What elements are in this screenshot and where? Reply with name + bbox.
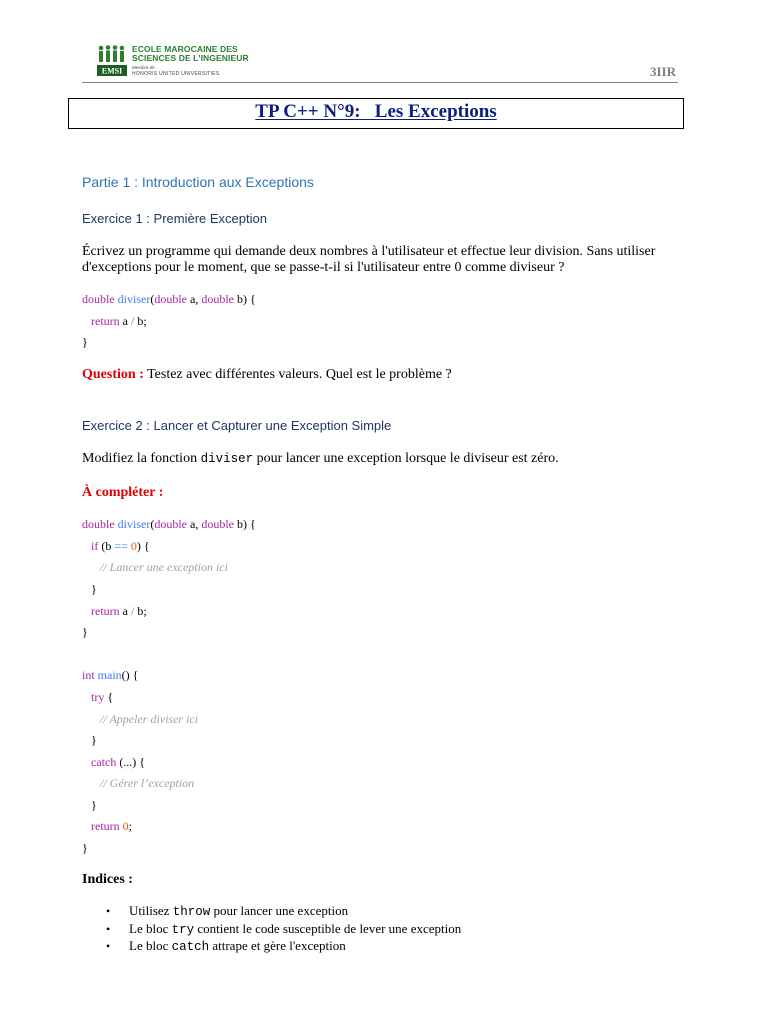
list-item: • Le bloc try contient le code susceptible de lever une exception — [106, 921, 461, 939]
code-line: // Lancer une exception ici — [100, 560, 228, 574]
list-item: • Le bloc catch attrape et gère l'exception — [106, 938, 461, 956]
code-line: } — [91, 798, 97, 812]
code-line: catch (...) { — [91, 755, 146, 769]
title-box — [68, 98, 684, 129]
logo-honoris: HONORIS UNITED UNIVERSITIES — [132, 71, 220, 77]
code-line: } — [91, 733, 97, 747]
code-line: } — [82, 625, 88, 639]
code-line: double diviser(double a, double b) { — [82, 517, 256, 531]
code-line: return a / b; — [91, 604, 147, 618]
indices-label: Indices : — [82, 872, 133, 887]
code-line: return 0; — [91, 819, 132, 833]
inline-code: diviser — [200, 452, 254, 466]
code-line: if (b == 0) { — [91, 539, 150, 553]
emsi-logo — [96, 44, 249, 78]
header-divider — [82, 82, 678, 83]
ex1-para-line1: Écrivez un programme qui demande deux nombres à l'utilisateur et effectue leur division. Sans utiliser — [82, 244, 656, 259]
question-text: Testez avec différentes valeurs. Quel est le problème ? — [143, 367, 452, 382]
indices-list — [106, 903, 461, 956]
logo-member: Membre de — [132, 65, 155, 70]
code-line: try { — [91, 690, 114, 704]
class-level: 3IIR — [649, 64, 676, 79]
code-line: double diviser(double a, double b) { — [82, 292, 256, 306]
code-line: return a / b; — [91, 314, 147, 328]
ex2-paragraph: Modifiez la fonction diviser pour lancer une exception lorsque le diviseur est zéro. — [82, 451, 559, 466]
part1-heading: Partie 1 : Introduction aux Exceptions — [82, 174, 314, 190]
logo-line1: ECOLE MAROCAINE DES — [132, 44, 238, 54]
code-line: } — [91, 582, 97, 596]
list-item: • Utilisez throw pour lancer une exception — [106, 903, 461, 921]
code-line: // Appeler diviser ici — [100, 712, 199, 726]
page-title: TP C++ N°9: Les Exceptions — [255, 101, 497, 122]
code-line: } — [82, 335, 88, 349]
logo-badge: EMSI — [101, 66, 123, 76]
code-line: // Gérer l’exception — [100, 776, 195, 790]
ex1-para-line2: d'exceptions pour le moment, que se passe-t-il si l'utilisateur entre 0 comme diviseur ? — [82, 260, 565, 275]
ex1-question — [82, 367, 682, 383]
ex1-heading: Exercice 1 : Première Exception — [82, 211, 267, 226]
question-label: Question : — [82, 367, 144, 382]
ex1-paragraph — [82, 244, 682, 276]
code-line: } — [82, 841, 88, 855]
code-line: int main() { — [82, 668, 139, 682]
ex2-heading: Exercice 2 : Lancer et Capturer une Exception Simple — [82, 418, 392, 433]
ex2-complete-label: À compléter : — [82, 485, 164, 500]
page-header — [0, 0, 768, 90]
logo-line2: SCIENCES DE L'INGENIEUR — [132, 53, 249, 63]
emsi-logo-figures-icon — [96, 44, 128, 78]
logo-school-name — [132, 45, 249, 63]
